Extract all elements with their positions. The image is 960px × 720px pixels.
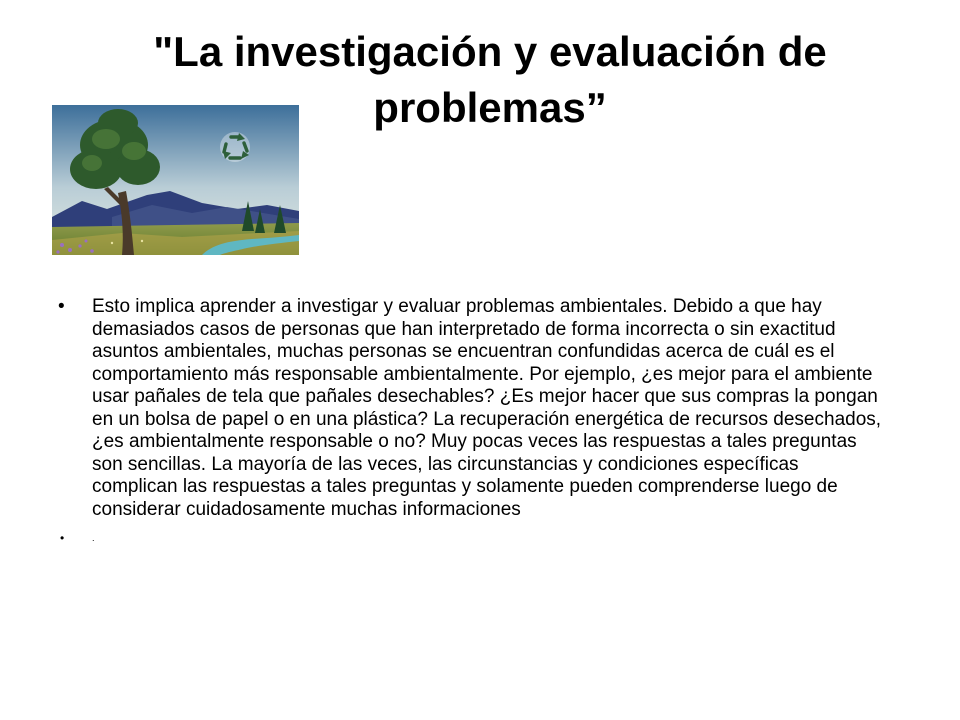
slide-title: "La investigación y evaluación de problemas” xyxy=(153,28,827,131)
recycle-icon xyxy=(220,132,250,162)
bullet-item xyxy=(58,525,888,548)
bullet-marker: • xyxy=(60,531,65,545)
landscape-painting xyxy=(52,105,299,255)
bullet-text: . xyxy=(92,533,95,543)
bullet-text: Esto implica aprender a investigar y evaluar problemas ambientales. Debido a que hay demasiados casos de personas que han interpretado de forma incorrecta o sin exactitud asuntos ambientales, muchas personas se encuentran confundidas acerca de cuál es el comportamiento más responsable ambientalmente. Por ejemplo, ¿es mejor para el ambiente usar pañales de tela que pañales desechables? ¿Es mejor hacer que sus compras la pongan en un bolsa de papel o en una plástica? La recuperación energética de recursos desechados, ¿es ambientalmente responsable o no? Muy pocas veces las respuestas a tales preguntas son sencillas. La mayoría de las veces, las circunstancias y condiciones específicas complican las respuestas a tales preguntas y solamente pueden comprenderse luego de considerar cuidadosamente muchas informaciones xyxy=(92,296,882,520)
landscape-illustration xyxy=(52,105,299,255)
bullet-list xyxy=(58,296,888,552)
bullet-item xyxy=(58,296,888,521)
bullet-marker: • xyxy=(58,296,65,317)
